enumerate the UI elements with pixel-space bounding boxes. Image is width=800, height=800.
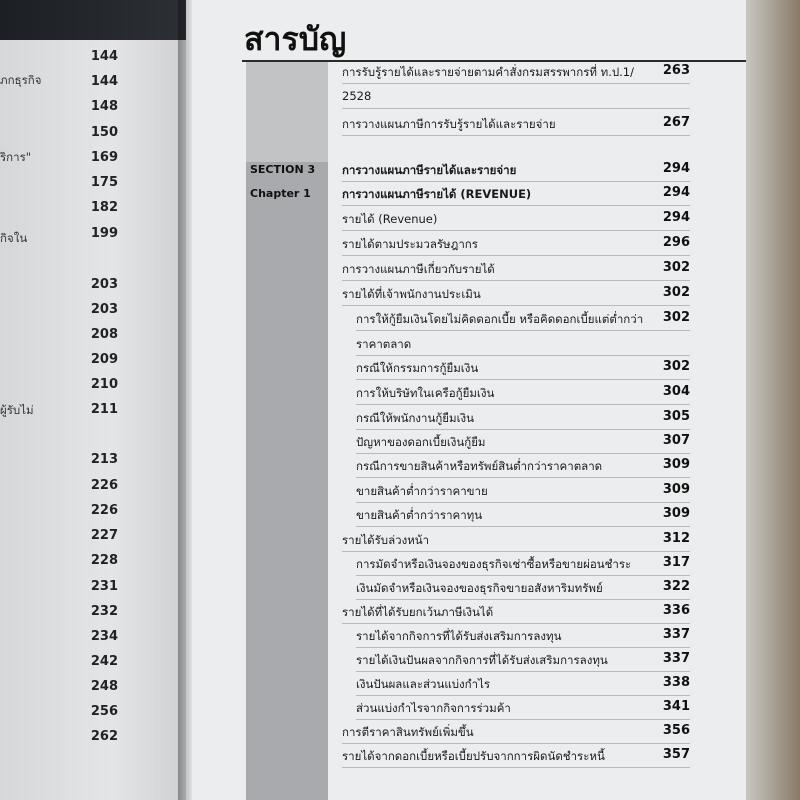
toc-entry-text: การวางแผนภาษีเกี่ยวกับรายได้ [342, 262, 495, 276]
toc-entry-text: รายได้ (Revenue) [342, 212, 438, 226]
toc-entry-text: การรับรู้รายได้และรายจ่ายตามคำสั่งกรมสรรพากรที่ ท.ป.1/ [342, 65, 634, 79]
chapter-label: Chapter 1 [250, 187, 311, 200]
toc-row-rule [342, 135, 690, 136]
left-page-number: 169 [90, 150, 118, 165]
toc-entry-text: รายได้จากดอกเบี้ยหรือเบี้ยปรับจากการผิดนัดชำระหนี้ [342, 749, 605, 763]
toc-entry-text: รายได้เงินปันผลจากกิจการที่ได้รับส่งเสริมการลงทุน [356, 653, 608, 667]
toc-page-number: 307 [662, 433, 690, 448]
toc-row-rule [342, 743, 690, 744]
toc-page-number: 302 [662, 359, 690, 374]
toc-entry-text: ขายสินค้าต่ำกว่าราคาขาย [356, 484, 488, 498]
toc-page-number: 336 [662, 603, 690, 618]
left-page-number: 175 [90, 175, 118, 190]
toc-row-rule [356, 526, 690, 527]
left-page-number: 228 [90, 553, 118, 568]
left-page-text: ริการ" [0, 150, 32, 164]
toc-page-number: 338 [662, 675, 690, 690]
toc-row-rule [356, 671, 690, 672]
toc-entry-text: เงินปันผลและส่วนแบ่งกำไร [356, 677, 491, 691]
left-page-text: กิจใน [0, 231, 28, 245]
left-page-number: 144 [90, 49, 118, 64]
left-page-number: 150 [90, 125, 118, 140]
left-page-number: 203 [90, 302, 118, 317]
toc-entry-text: 2528 [342, 89, 372, 103]
right-page [186, 0, 746, 800]
toc-page-number: 312 [662, 531, 690, 546]
toc-entry-text: รายได้ที่เจ้าพนักงานประเมิน [342, 287, 481, 301]
toc-row-rule [356, 599, 690, 600]
toc-page-number: 322 [662, 579, 690, 594]
toc-page-number: 309 [662, 482, 690, 497]
left-page-number: 211 [90, 402, 118, 417]
left-page-number: 210 [90, 377, 118, 392]
toc-entry-text: ส่วนแบ่งกำไรจากกิจการร่วมค้า [356, 701, 511, 715]
toc-row-rule [342, 305, 690, 306]
left-page-text: ภกธุรกิจ [0, 73, 42, 87]
toc-page-number: 294 [662, 161, 690, 176]
left-page-number: 242 [90, 654, 118, 669]
toc-row-rule [342, 230, 690, 231]
left-page-number: 234 [90, 629, 118, 644]
toc-page-number: 267 [662, 115, 690, 130]
toc-entry-text: กรณีให้พนักงานกู้ยืมเงิน [356, 411, 475, 425]
toc-row-rule [342, 551, 690, 552]
left-page-number: 256 [90, 704, 118, 719]
toc-page-number: 356 [662, 723, 690, 738]
toc-page-number: 337 [662, 627, 690, 642]
left-page-number: 231 [90, 579, 118, 594]
toc-entry-text: กรณีให้กรรมการกู้ยืมเงิน [356, 361, 479, 375]
left-page-number: 209 [90, 352, 118, 367]
toc-entry-text: รายได้รับล่วงหน้า [342, 533, 430, 547]
toc-entry-text: รายได้ที่ได้รับยกเว้นภาษีเงินได้ [342, 605, 494, 619]
left-page-number: 262 [90, 729, 118, 744]
toc-page-number: 294 [662, 210, 690, 225]
toc-entry-text: รายได้ตามประมวลรัษฎากร [342, 237, 478, 251]
toc-row-rule [342, 108, 690, 109]
left-page-number: 199 [90, 226, 118, 241]
toc-row-rule [342, 83, 690, 84]
toc-entry-text: การให้กู้ยืมเงินโดยไม่คิดดอกเบี้ย หรือคิดดอกเบี้ยแต่ต่ำกว่า [356, 312, 644, 326]
section-label: SECTION 3 [250, 163, 316, 176]
toc-page-number: 357 [662, 747, 690, 762]
toc-row-rule [356, 453, 690, 454]
toc-page-number: 337 [662, 651, 690, 666]
left-page-number: 232 [90, 604, 118, 619]
toc-row-rule [356, 719, 690, 720]
toc-page-number: 302 [662, 260, 690, 275]
toc-row-rule [356, 695, 690, 696]
toc-entry-text: การตีราคาสินทรัพย์เพิ่มขึ้น [342, 725, 474, 739]
left-page-header-band [0, 0, 186, 40]
left-page-number: 144 [90, 74, 118, 89]
toc-row-rule [356, 379, 690, 380]
toc-entry-text: การมัดจำหรือเงินจองของธุรกิจเช่าซื้อหรือขายผ่อนชำระ [356, 557, 632, 571]
toc-page-number: 305 [662, 409, 690, 424]
toc-page-number: 309 [662, 457, 690, 472]
page-title: สารบัญ [244, 20, 347, 58]
toc-page-number: 302 [662, 310, 690, 325]
left-page-number: 227 [90, 528, 118, 543]
toc-row-rule [356, 330, 690, 331]
toc-row-rule [342, 767, 690, 768]
toc-page-number: 302 [662, 285, 690, 300]
toc-row-rule [356, 647, 690, 648]
toc-page-number: 309 [662, 506, 690, 521]
toc-row-rule [356, 404, 690, 405]
left-page-number: 208 [90, 327, 118, 342]
toc-entry-text: ราคาตลาด [356, 337, 412, 351]
toc-page-number: 341 [662, 699, 690, 714]
left-page-number: 213 [90, 452, 118, 467]
toc-page-number: 317 [662, 555, 690, 570]
toc-row-rule [356, 502, 690, 503]
page-edge [746, 0, 800, 800]
toc-page-number: 296 [662, 235, 690, 250]
toc-row-rule [342, 255, 690, 256]
toc-entry-text: การวางแผนภาษีการรับรู้รายได้และรายจ่าย [342, 117, 556, 131]
toc-row-rule [356, 575, 690, 576]
toc-entry-text: การให้บริษัทในเครือกู้ยืมเงิน [356, 386, 495, 400]
toc-page-number: 263 [662, 63, 690, 78]
toc-entry-text: ขายสินค้าต่ำกว่าราคาทุน [356, 508, 483, 522]
toc-page-number: 294 [662, 185, 690, 200]
toc-entry-text: กรณีการขายสินค้าหรือทรัพย์สินต่ำกว่าราคาตลาด [356, 459, 603, 473]
toc-entry-text: ปัญหาของดอกเบี้ยเงินกู้ยืม [356, 435, 486, 449]
left-page-number: 226 [90, 478, 118, 493]
left-page-number: 248 [90, 679, 118, 694]
left-page-number: 182 [90, 200, 118, 215]
toc-entry-text: รายได้จากกิจการที่ได้รับส่งเสริมการลงทุน [356, 629, 562, 643]
left-page-number: 148 [90, 99, 118, 114]
left-page-text: ผู้รับไม่ [0, 403, 34, 417]
toc-entry-text: เงินมัดจำหรือเงินจองของธุรกิจขายอสังหาริมทรัพย์ [356, 581, 603, 595]
toc-row-rule [356, 355, 690, 356]
toc-entry-text: การวางแผนภาษีรายได้ (REVENUE) [342, 187, 532, 201]
toc-page-number: 304 [662, 384, 690, 399]
toc-row-rule [356, 429, 690, 430]
toc-row-rule [342, 623, 690, 624]
left-page-number: 203 [90, 277, 118, 292]
toc-row-rule [356, 477, 690, 478]
book-gutter [178, 0, 192, 800]
toc-row-rule [342, 205, 690, 206]
toc-entry-text: การวางแผนภาษีรายได้และรายจ่าย [342, 163, 517, 177]
left-page-number: 226 [90, 503, 118, 518]
left-page [0, 0, 186, 800]
toc-row-rule [342, 280, 690, 281]
toc-row-rule [342, 181, 690, 182]
